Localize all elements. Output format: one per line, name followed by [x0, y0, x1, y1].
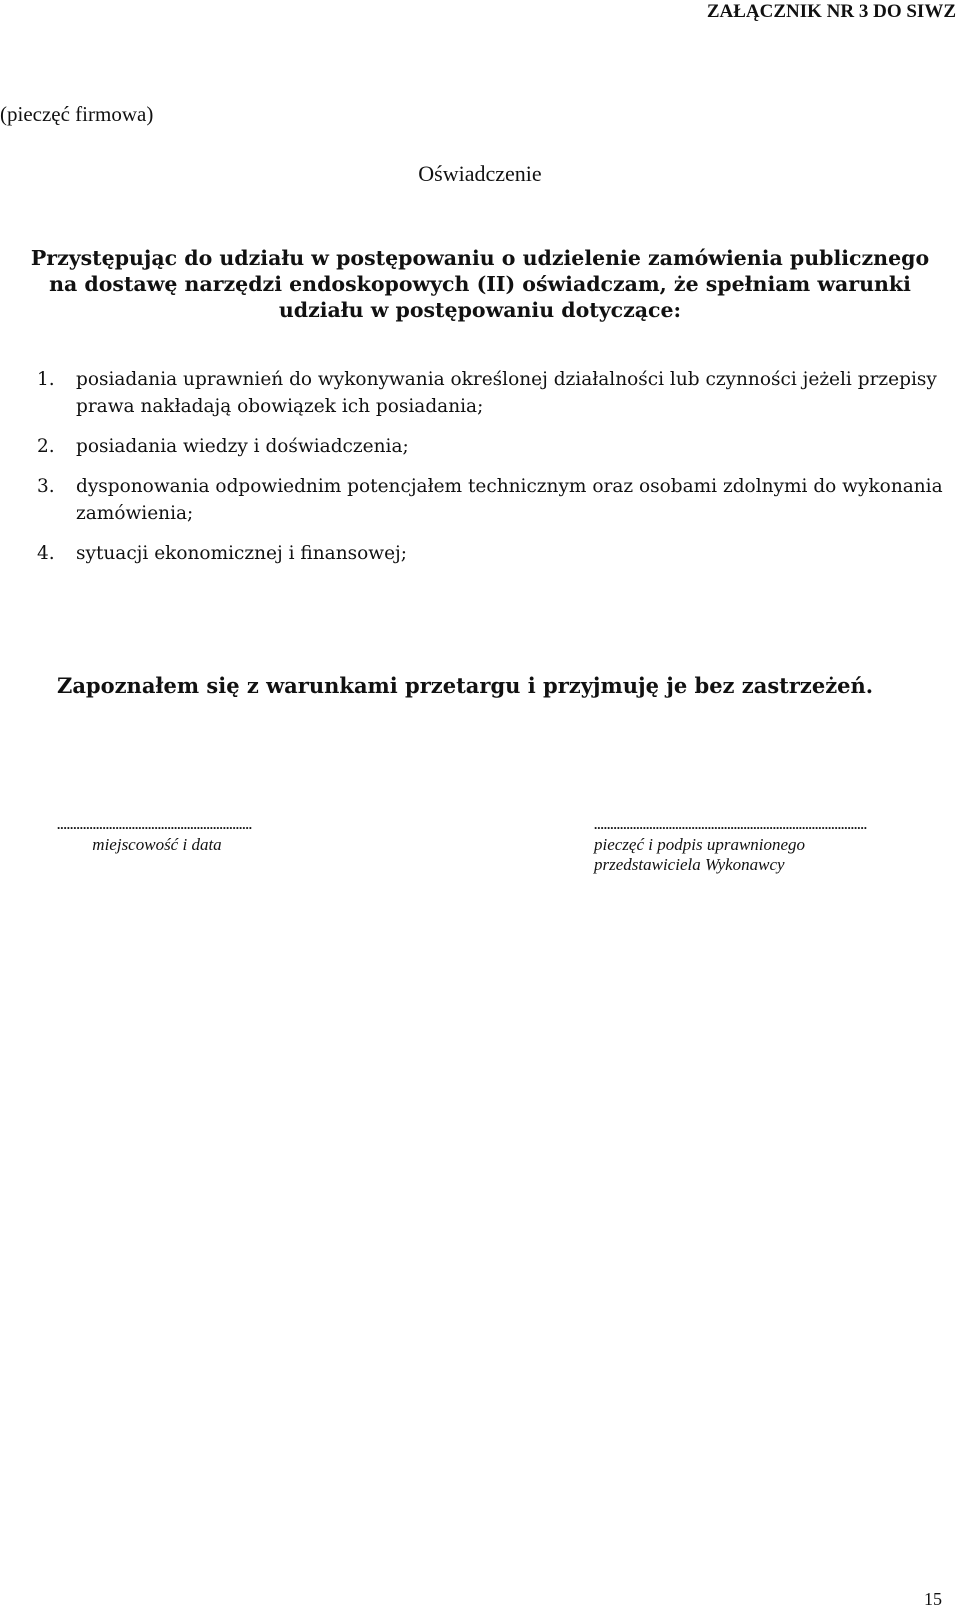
condition-item	[0, 473, 960, 527]
condition-number: 1.	[37, 369, 55, 390]
condition-number: 4.	[37, 543, 55, 564]
contractor-signature-caption-line1: pieczęć i podpis uprawnionego	[594, 835, 806, 854]
place-date-dotted-line: ............................................................	[57, 819, 252, 831]
condition-item	[0, 366, 960, 420]
place-date-caption: miejscowość i data	[92, 835, 222, 854]
condition-number: 2.	[37, 436, 55, 457]
condition-item	[0, 540, 960, 567]
company-stamp-label: (pieczęć firmowa)	[0, 102, 154, 126]
contractor-signature-block	[594, 819, 919, 875]
condition-text: posiadania uprawnień do wykonywania określonej działalności lub czynności jeżeli przepisy prawa nakładają obowiązek ich posiadania;	[76, 369, 937, 417]
document-title: Oświadczenie	[418, 161, 542, 186]
acceptance-statement: Zapoznałem się z warunkami przetargu i przyjmuję je bez zastrzeżeń.	[57, 673, 874, 698]
page-number: 15	[924, 1589, 942, 1609]
conditions-list	[0, 366, 960, 580]
declaration-intro: Przystępując do udziału w postępowaniu o udzielenie zamówienia publicznego na dostawę narzędzi endoskopowych (II) oświadczam, że spełniam warunki udziału w postępowaniu dotyczące:	[30, 246, 930, 322]
contractor-signature-dotted-line: ....................................................................................	[594, 819, 867, 831]
annex-heading: ZAŁĄCZNIK NR 3 DO SIWZ	[706, 1, 956, 22]
condition-text: dysponowania odpowiednim potencjałem technicznym oraz osobami zdolnymi do wykonania zamówienia;	[76, 476, 943, 524]
condition-text: posiadania wiedzy i doświadczenia;	[76, 436, 409, 457]
condition-number: 3.	[37, 476, 55, 497]
condition-item	[0, 433, 960, 460]
place-date-signature-block	[57, 819, 257, 855]
contractor-signature-caption-line2: przedstawiciela Wykonawcy	[594, 855, 785, 874]
condition-text: sytuacji ekonomicznej i finansowej;	[76, 543, 407, 564]
